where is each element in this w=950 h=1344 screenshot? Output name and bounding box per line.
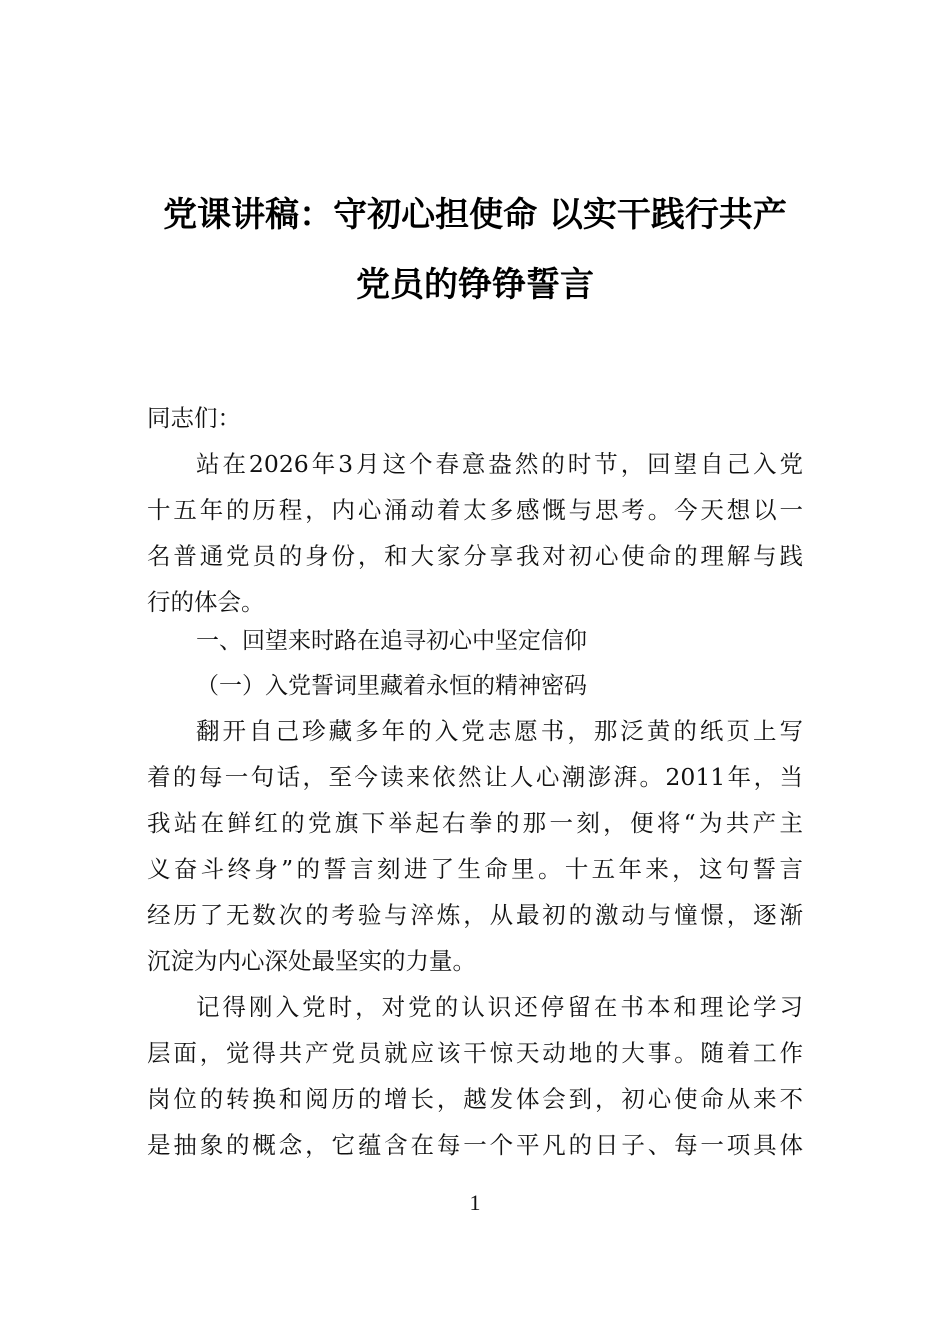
- paragraph-line: 翻开自己珍藏多年的入党志愿书，那泛黄的纸页上写: [196, 717, 803, 745]
- salutation: 同志们：: [147, 404, 241, 432]
- page-number: 1: [469, 1190, 481, 1215]
- paragraph-line: 沉淀为内心深处最坚实的力量。: [147, 947, 476, 975]
- intro-line: 站在2026年3月这个春意盎然的时节，回望自己入党: [196, 450, 803, 478]
- paragraph-line: 记得刚入党时，对党的认识还停留在书本和理论学习: [196, 993, 803, 1021]
- paragraph-line: 是抽象的概念，它蕴含在每一个平凡的日子、每一项具体: [147, 1131, 803, 1159]
- paragraph-line: 我站在鲜红的党旗下举起右拳的那一刻，便将“为共产主: [147, 809, 803, 837]
- paragraph-line: 着的每一句话，至今读来依然让人心潮澎湃。2011年，当: [147, 763, 803, 791]
- document-title-line-2: 党员的铮铮誓言: [356, 265, 594, 305]
- intro-line: 名普通党员的身份，和大家分享我对初心使命的理解与践: [147, 542, 803, 570]
- document-title-line-1: 党课讲稿：守初心担使命 以实干践行共产: [163, 195, 787, 235]
- paragraph-line: 岗位的转换和阅历的增长，越发体会到，初心使命从来不: [147, 1085, 803, 1113]
- intro-line: 行的体会。: [147, 588, 265, 616]
- section-heading: 一、回望来时路在追寻初心中坚定信仰: [196, 628, 587, 654]
- subsection-heading: （一）入党誓词里藏着永恒的精神密码: [196, 673, 587, 699]
- paragraph-line: 层面，觉得共产党员就应该干惊天动地的大事。随着工作: [147, 1039, 803, 1067]
- paragraph-line: 经历了无数次的考验与淬炼，从最初的激动与憧憬，逐渐: [147, 901, 803, 929]
- paragraph-line: 义奋斗终身”的誓言刻进了生命里。十五年来，这句誓言: [147, 855, 803, 883]
- intro-line: 十五年的历程，内心涌动着太多感慨与思考。今天想以一: [147, 496, 803, 524]
